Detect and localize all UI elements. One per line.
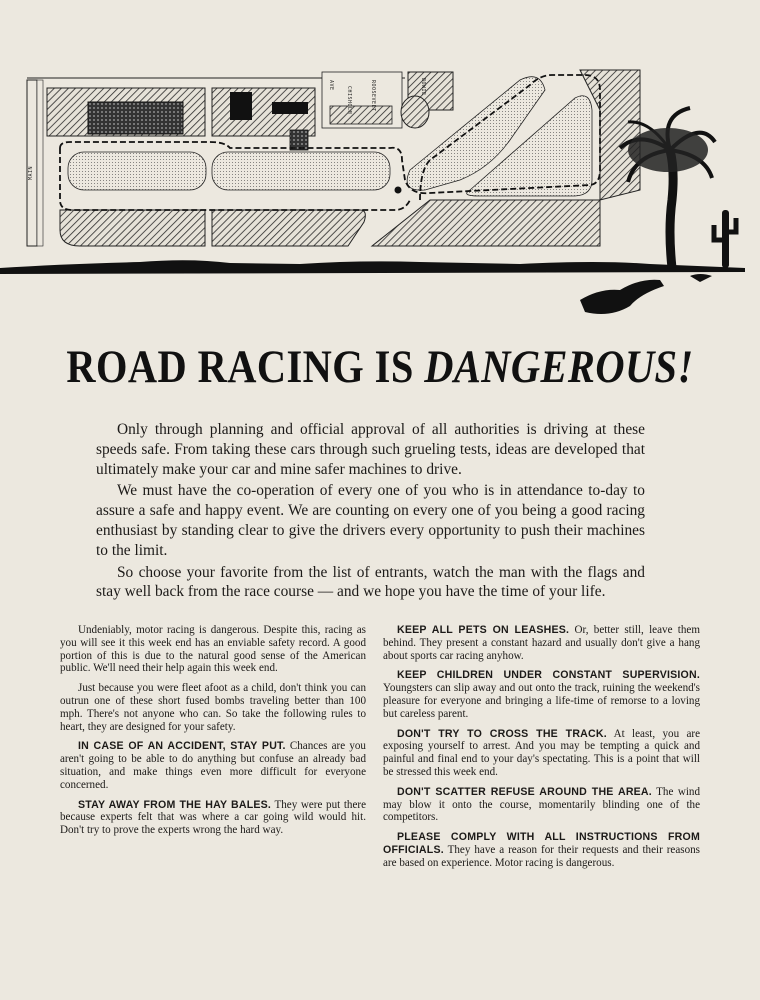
- rule-text: Chances are you aren't going to be able to do anything but confuse an already bad situation, and make things even more difficult for everyone concerned.: [60, 740, 366, 791]
- rule-paragraph: [383, 728, 700, 779]
- street-label-ave: AVE: [328, 80, 334, 91]
- map-blocks: [27, 70, 640, 246]
- rule-paragraph: [60, 799, 366, 837]
- rule-text: They were put there because experts felt that was where a car going wild would hit. Don't try to prove the experts wrong the hard way.: [60, 798, 366, 837]
- rule-title: STAY AWAY FROM THE HAY BALES.: [78, 798, 272, 811]
- rule-title: IN CASE OF AN ACCIDENT, STAY PUT.: [78, 740, 286, 753]
- rule-paragraph: [60, 740, 366, 791]
- body-paragraph: [60, 682, 366, 733]
- rule-text: The wind may blow it onto the course, momentarily blinding one of the competitors.: [383, 785, 701, 824]
- page-title: [53, 340, 707, 394]
- rule-title: KEEP CHILDREN UNDER CONSTANT SUPERVISION.: [397, 669, 700, 682]
- horizon-line: [0, 260, 745, 274]
- rule-paragraph: [383, 624, 700, 662]
- intro-block: [96, 420, 645, 604]
- cactus-illustration: [714, 210, 736, 268]
- street-label-chisholm: CHISHOLM: [346, 86, 352, 115]
- title-part-2: DANGEROUS!: [424, 341, 694, 393]
- rule-paragraph: [383, 786, 700, 824]
- paragraph-text: Undeniably, motor racing is dangerous. Despite this, racing as you will see it this week end has an enviable safety record. A good portion of this is due to the natural good sense of the American public. We'll need their help again this week end.: [60, 624, 366, 675]
- intro-paragraph: Only through planning and official approval of all authorities is driving at these speeds safe. From taking these cars through such grueling tests, ideas are developed that ultimately make your car and mine safer machines to drive.: [96, 421, 645, 478]
- rule-paragraph: [383, 669, 700, 720]
- rule-text: They have a reason for their requests and their reasons are based on experience. Motor racing is dangerous.: [383, 843, 700, 869]
- street-label-bowie: BOWIE: [420, 78, 426, 96]
- paragraph-text: Just because you were fleet afoot as a child, don't think you can outrun one of these short fused bombs traveling better than 100 mph. There's not anyone who can. So take the following rules to heart, they are designed for your safety.: [60, 682, 366, 733]
- rule-text: Youngsters can slip away and out onto the track, ruining the weekend's pleasure for everyone and bringing a life-time of remorse to a loving but careless parent.: [383, 682, 700, 720]
- palm-shadow: [580, 280, 664, 314]
- street-label-roosevelt: ROOSEVELT: [370, 80, 376, 112]
- rule-text: At least, you are exposing yourself to arrest. And you may be tempting a quick and painful and final end to your day's spectating. This is a point that will be stressed this week end.: [383, 727, 700, 778]
- rule-paragraph: [383, 831, 700, 869]
- right-column: [383, 624, 700, 877]
- rule-title: DON'T TRY TO CROSS THE TRACK.: [397, 727, 607, 740]
- title-part-1: ROAD RACING IS: [66, 341, 425, 393]
- left-column: [60, 624, 366, 844]
- rule-title: PLEASE COMPLY WITH ALL INSTRUCTIONS FROM OFFICIALS.: [383, 831, 700, 856]
- rule-title: DON'T SCATTER REFUSE AROUND THE AREA.: [397, 785, 652, 798]
- intro-paragraph: We must have the co-operation of every one of you who is in attendance to-day to assure a safe and happy event. We are counting on every one of you being a good racing enthusiast by standing clear to give the drivers every opportunity to push their machines to the limit.: [96, 482, 645, 559]
- intro-paragraph: So choose your favorite from the list of entrants, watch the man with the flags and stay well back from the race course — and we hope you have the time of your life.: [96, 563, 645, 601]
- race-course-map: [0, 50, 760, 330]
- street-label-main: MAIN: [28, 165, 34, 180]
- body-paragraph: [60, 624, 366, 675]
- rule-title: KEEP ALL PETS ON LEASHES.: [397, 624, 570, 636]
- rule-text: Or, better still, leave them behind. They present a constant hazard and usually don't give a hang about sports car racing anyhow.: [383, 624, 700, 662]
